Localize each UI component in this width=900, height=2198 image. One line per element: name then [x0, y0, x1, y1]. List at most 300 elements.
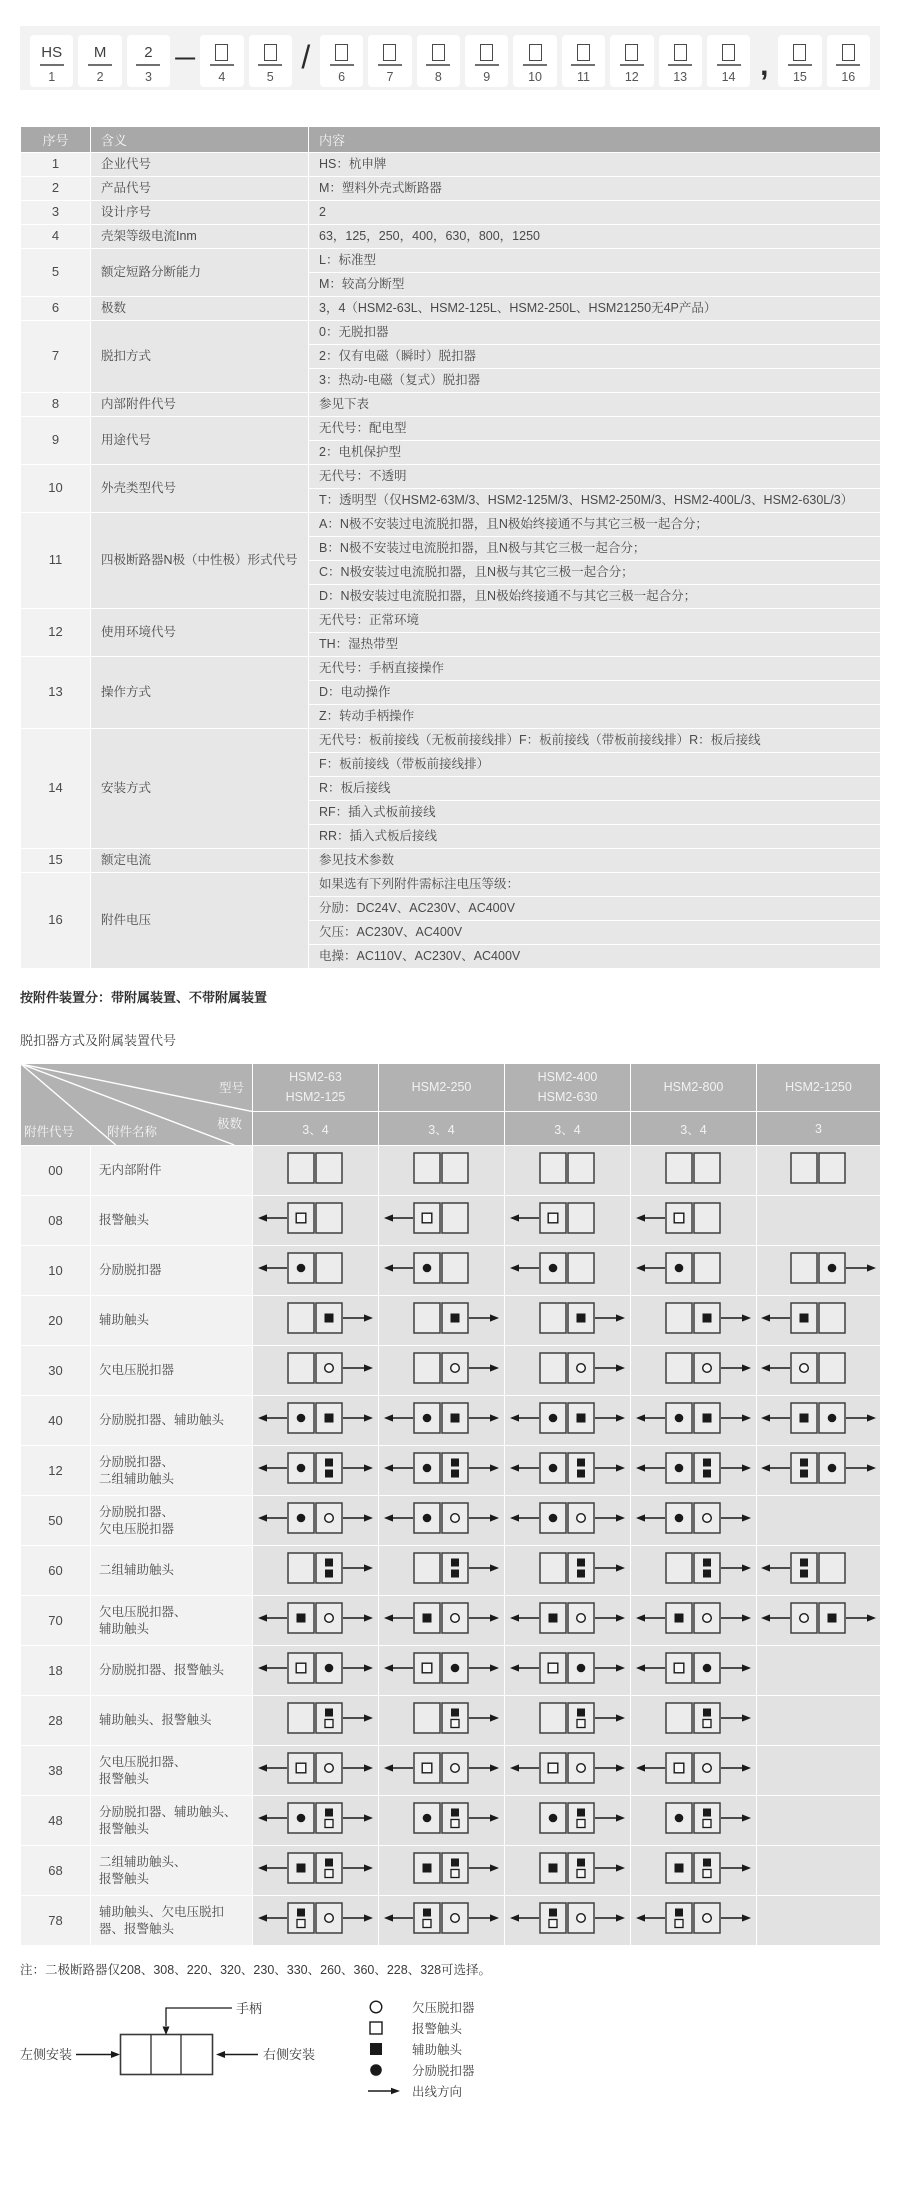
corner-label-model: 型号 — [218, 1081, 244, 1095]
empty-code-box-icon — [529, 44, 542, 61]
accessory-row — [21, 1546, 881, 1596]
accessory-diagram — [635, 1548, 753, 1588]
diagram-cell — [253, 1146, 379, 1196]
empty-code-box-icon — [335, 44, 348, 61]
meaning-cell: 额定电流 — [91, 849, 309, 873]
accessory-diagram — [635, 1598, 753, 1638]
diagram-cell — [505, 1646, 631, 1696]
accessory-code-cell: 38 — [21, 1746, 91, 1796]
legend-item — [368, 2038, 475, 2059]
code-segment-underline — [788, 64, 812, 66]
content-cell: D：N极安装过电流脱扣器，且N极始终接通不与其它三极一起合分； — [309, 585, 881, 609]
meaning-cell: 使用环境代号 — [91, 609, 309, 657]
accessory-code-cell: 20 — [21, 1296, 91, 1346]
code-segment-label — [722, 39, 735, 61]
diagram-cell — [757, 1496, 881, 1546]
poles-header-cell: 3、4 — [379, 1112, 505, 1146]
accessory-row — [21, 1646, 881, 1696]
legend-item-label: 出线方向 — [412, 2084, 463, 2099]
meaning-table-row — [21, 297, 881, 321]
accessory-name-line: 欠电压脱扣器 — [99, 1521, 175, 1536]
model-name-line: HSM2-1250 — [785, 1079, 852, 1094]
code-segment-number: 3 — [144, 70, 152, 84]
accessory-name-cell — [91, 1146, 253, 1196]
meaning-table-row — [21, 321, 881, 345]
accessory-diagram — [635, 1648, 753, 1688]
content-cell: 无代号：手柄直接操作 — [309, 657, 881, 681]
row-number-cell: 9 — [21, 417, 91, 465]
model-header-cell — [379, 1064, 505, 1112]
diagram-cell — [757, 1196, 881, 1246]
accessory-diagram — [635, 1398, 753, 1438]
accessory-name-line: 分励脱扣器、 — [99, 1505, 175, 1519]
diagram-cell — [379, 1646, 505, 1696]
content-cell: 3，4（HSM2-63L、HSM2-125L、HSM2-250L、HSM21250无4P产品） — [309, 297, 881, 321]
diagram-cell — [253, 1696, 379, 1746]
code-segment-label — [264, 39, 277, 61]
meaning-cell: 额定短路分断能力 — [91, 249, 309, 297]
accessory-diagram — [257, 1698, 375, 1738]
accessory-classification-heading: 按附件装置分：带附属装置、不带附属装置 — [20, 990, 268, 1005]
accessory-name-cell — [91, 1896, 253, 1946]
diagram-cell — [379, 1196, 505, 1246]
content-cell: L：标准型 — [309, 249, 881, 273]
accessory-code-cell: 12 — [21, 1446, 91, 1496]
accessory-name-line: 分励脱扣器、 — [99, 1455, 175, 1469]
code-segment-underline — [836, 64, 860, 66]
accessory-diagram — [760, 1548, 878, 1588]
code-segment-label: 2 — [144, 44, 153, 61]
diagram-cell — [379, 1246, 505, 1296]
code-segment-3 — [127, 35, 170, 87]
content-cell: 参见技术参数 — [309, 849, 881, 873]
accessory-code-cell: 68 — [21, 1846, 91, 1896]
code-segment-label: M — [93, 44, 107, 61]
accessory-diagram — [383, 1748, 501, 1788]
diagram-cell — [757, 1896, 881, 1946]
accessory-header-row-model — [21, 1064, 881, 1112]
code-segment-underline — [330, 64, 354, 66]
code-segment-label — [842, 39, 855, 61]
diagram-cell — [757, 1746, 881, 1796]
accessory-name-cell — [91, 1596, 253, 1646]
accessory-name-line: 辅助触头、报警触头 — [99, 1713, 212, 1728]
accessory-diagram — [635, 1448, 753, 1488]
empty-code-box-icon — [215, 44, 228, 61]
diagram-cell — [379, 1446, 505, 1496]
diagram-cell — [379, 1396, 505, 1446]
arrow-legend-icon — [368, 2083, 402, 2099]
row-number-cell: 14 — [21, 729, 91, 849]
meaning-table-row — [21, 729, 881, 753]
model-header-cell — [505, 1064, 631, 1112]
symbol-legend — [368, 1986, 475, 2101]
meaning-table-header-row — [21, 127, 881, 153]
code-segment-number: 14 — [721, 70, 736, 84]
code-segment-underline — [426, 64, 450, 66]
diagram-cell — [631, 1296, 757, 1346]
diagram-cell — [631, 1846, 757, 1896]
accessory-diagram — [257, 1498, 375, 1538]
model-name-line: HSM2-250 — [411, 1079, 472, 1094]
accessory-diagram — [257, 1298, 375, 1338]
diagram-cell — [757, 1146, 881, 1196]
accessory-name-cell — [91, 1296, 253, 1346]
diagram-cell — [505, 1846, 631, 1896]
diagram-cell — [631, 1696, 757, 1746]
accessory-name-line: 辅助触头、欠电压脱扣 — [99, 1905, 225, 1919]
accessory-name-cell — [91, 1646, 253, 1696]
accessory-diagram — [257, 1248, 375, 1288]
content-cell: RR：插入式板后接线 — [309, 825, 881, 849]
code-segment-10 — [513, 35, 556, 87]
code-segment-number: 13 — [673, 70, 688, 84]
accessory-name-line: 报警触头 — [99, 1771, 150, 1786]
code-segment-underline — [668, 64, 692, 66]
legend-item — [368, 2059, 475, 2080]
diagram-cell — [253, 1196, 379, 1246]
diagram-cell — [505, 1446, 631, 1496]
poles-header-cell: 3、4 — [505, 1112, 631, 1146]
code-segment-number: 11 — [576, 70, 590, 84]
accessory-diagram — [635, 1148, 753, 1188]
row-number-cell: 2 — [21, 177, 91, 201]
diagram-cell — [379, 1896, 505, 1946]
legend-item-label: 欠压脱扣器 — [412, 2000, 475, 2015]
accessory-diagram — [257, 1198, 375, 1238]
content-cell: 2：电机保护型 — [309, 441, 881, 465]
side-install-diagram — [20, 1986, 340, 2096]
model-header-cell — [253, 1064, 379, 1112]
content-cell: 分励：DC24V、AC230V、AC400V — [309, 897, 881, 921]
accessory-name-line: 器、报警触头 — [99, 1921, 175, 1936]
accessory-diagram — [383, 1148, 501, 1188]
model-header-cell — [757, 1064, 881, 1112]
content-cell: TH：湿热带型 — [309, 633, 881, 657]
empty-code-box-icon — [793, 44, 806, 61]
accessory-diagram — [383, 1198, 501, 1238]
diagram-cell — [505, 1546, 631, 1596]
accessory-diagram — [257, 1898, 375, 1938]
accessory-code-cell: 28 — [21, 1696, 91, 1746]
accessory-diagram — [257, 1598, 375, 1638]
poles-header-cell: 3、4 — [631, 1112, 757, 1146]
meaning-table-header: 序号 — [21, 127, 91, 153]
accessory-diagram — [383, 1798, 501, 1838]
content-cell: R：板后接线 — [309, 777, 881, 801]
code-segment-underline — [40, 64, 64, 66]
handle-leader-line — [166, 2008, 232, 2026]
model-name-line: HSM2-63 — [289, 1070, 342, 1085]
accessory-row — [21, 1296, 881, 1346]
accessory-name-line: 欠电压脱扣器、 — [99, 1605, 187, 1619]
code-segment-label — [674, 39, 687, 61]
accessory-diagram — [383, 1248, 501, 1288]
content-cell: A：N极不安装过电流脱扣器，且N极始终接通不与其它三极一起合分； — [309, 513, 881, 537]
empty-code-box-icon — [722, 44, 735, 61]
diagram-cell — [505, 1746, 631, 1796]
code-segment-underline — [475, 64, 499, 66]
accessory-name-line: 分励脱扣器、报警触头 — [99, 1663, 225, 1678]
accessory-diagram — [509, 1148, 627, 1188]
accessory-name-cell — [91, 1746, 253, 1796]
row-number-cell: 13 — [21, 657, 91, 729]
accessory-code-cell: 48 — [21, 1796, 91, 1846]
content-cell: Z：转动手柄操作 — [309, 705, 881, 729]
accessory-name-line: 报警触头 — [99, 1871, 150, 1886]
accessory-diagram — [509, 1748, 627, 1788]
diagram-cell — [505, 1696, 631, 1746]
code-segment-label — [793, 39, 806, 61]
accessory-name-line: 分励脱扣器 — [99, 1263, 162, 1278]
code-segment-1 — [30, 35, 73, 87]
content-cell: T：透明型（仅HSM2-63M/3、HSM2-125M/3、HSM2-250M/3、HSM2-400L/3、HSM2-630L/3） — [309, 489, 881, 513]
accessory-diagram — [760, 1398, 878, 1438]
code-segment-9 — [465, 35, 508, 87]
accessory-diagram — [257, 1748, 375, 1788]
diagram-cell — [379, 1746, 505, 1796]
diagram-cell — [253, 1846, 379, 1896]
code-segment-6 — [320, 35, 363, 87]
diagram-cell — [505, 1246, 631, 1296]
meaning-table-row — [21, 153, 881, 177]
diagram-cell — [505, 1596, 631, 1646]
code-segment-label — [625, 39, 638, 61]
meaning-table-row — [21, 609, 881, 633]
accessory-diagram — [635, 1248, 753, 1288]
code-segment-5 — [249, 35, 292, 87]
empty-code-box-icon — [577, 44, 590, 61]
code-segment-label — [215, 39, 228, 61]
meaning-cell: 产品代号 — [91, 177, 309, 201]
code-separator-dash: — — [175, 47, 196, 69]
accessory-name-line: 报警触头 — [99, 1821, 150, 1836]
code-segment-8 — [417, 35, 460, 87]
code-segment-underline — [571, 64, 595, 66]
empty-code-box-icon — [625, 44, 638, 61]
content-cell: HS：杭申牌 — [309, 153, 881, 177]
content-cell: 欠压：AC230V、AC400V — [309, 921, 881, 945]
meaning-cell: 企业代号 — [91, 153, 309, 177]
fsq-legend-icon — [368, 2041, 402, 2057]
diagram-cell — [253, 1346, 379, 1396]
diagram-cell — [379, 1496, 505, 1546]
code-segment-underline — [620, 64, 644, 66]
diagram-cell — [253, 1546, 379, 1596]
accessory-name-cell — [91, 1396, 253, 1446]
code-segment-number: 2 — [96, 70, 104, 84]
accessory-name-cell — [91, 1346, 253, 1396]
diagram-cell — [379, 1546, 505, 1596]
accessory-row — [21, 1596, 881, 1646]
diagram-cell — [379, 1596, 505, 1646]
accessory-diagram — [760, 1148, 878, 1188]
diagram-cell — [631, 1196, 757, 1246]
empty-code-box-icon — [480, 44, 493, 61]
accessory-diagram — [509, 1198, 627, 1238]
code-segment-number: 9 — [483, 70, 491, 84]
left-install-label: 左侧安装 — [20, 2047, 73, 2062]
diagram-cell — [631, 1446, 757, 1496]
empty-code-box-icon — [383, 44, 396, 61]
accessory-diagram — [509, 1498, 627, 1538]
accessory-diagram — [509, 1448, 627, 1488]
diagram-cell — [631, 1896, 757, 1946]
accessory-diagram — [635, 1498, 753, 1538]
meaning-cell: 安装方式 — [91, 729, 309, 849]
code-segment-label — [383, 39, 396, 61]
code-segment-label — [480, 39, 493, 61]
diagram-cell — [631, 1246, 757, 1296]
diagonal-corner-cell — [21, 1064, 253, 1146]
accessory-name-cell — [91, 1496, 253, 1546]
diagram-cell — [253, 1496, 379, 1546]
meaning-cell: 脱扣方式 — [91, 321, 309, 393]
diagram-cell — [757, 1446, 881, 1496]
diagram-cell — [505, 1896, 631, 1946]
meaning-table-header: 内容 — [309, 127, 881, 153]
osq-legend-icon — [368, 2020, 402, 2036]
code-segment-number: 1 — [48, 70, 56, 84]
accessory-diagram — [257, 1648, 375, 1688]
empty-code-box-icon — [264, 44, 277, 61]
diagram-cell — [505, 1296, 631, 1346]
diagram-cell — [253, 1296, 379, 1346]
accessory-diagram — [509, 1648, 627, 1688]
legend-item-label: 分励脱扣器 — [412, 2063, 475, 2078]
model-name-line: HSM2-125 — [285, 1089, 346, 1104]
accessory-table-title: 脱扣器方式及附属装置代号 — [20, 1033, 177, 1048]
empty-code-box-icon — [432, 44, 445, 61]
content-cell: 3：热动-电磁（复式）脱扣器 — [309, 369, 881, 393]
model-name-line: HSM2-400 — [537, 1070, 598, 1085]
code-segment-7 — [368, 35, 411, 87]
accessory-row — [21, 1496, 881, 1546]
code-segment-number: 4 — [218, 70, 226, 84]
diagram-cell — [757, 1646, 881, 1696]
code-segment-16 — [827, 35, 870, 87]
accessory-diagram — [383, 1298, 501, 1338]
content-cell: 2 — [309, 201, 881, 225]
accessory-code-cell: 00 — [21, 1146, 91, 1196]
accessory-diagram — [509, 1598, 627, 1638]
code-segment-4 — [200, 35, 243, 87]
content-cell: 0：无脱扣器 — [309, 321, 881, 345]
accessory-diagram — [635, 1198, 753, 1238]
diagram-cell — [505, 1146, 631, 1196]
row-number-cell: 3 — [21, 201, 91, 225]
diagram-cell — [631, 1596, 757, 1646]
accessory-diagram — [509, 1248, 627, 1288]
diagram-cell — [631, 1546, 757, 1596]
code-meaning-table — [20, 126, 881, 969]
code-segment-number: 8 — [434, 70, 442, 84]
diagram-cell — [379, 1146, 505, 1196]
code-separator-slash: / — [301, 39, 311, 75]
meaning-cell: 壳架等级电流Inm — [91, 225, 309, 249]
row-number-cell: 12 — [21, 609, 91, 657]
meaning-table-header: 含义 — [91, 127, 309, 153]
meaning-table-row — [21, 513, 881, 537]
accessory-row — [21, 1246, 881, 1296]
meaning-cell: 设计序号 — [91, 201, 309, 225]
diagram-cell — [757, 1246, 881, 1296]
accessory-code-cell: 18 — [21, 1646, 91, 1696]
accessory-diagram — [509, 1348, 627, 1388]
code-segment-label — [577, 39, 590, 61]
code-segment-underline — [210, 64, 234, 66]
right-install-arrowhead — [216, 2051, 225, 2058]
code-segment-underline — [523, 64, 547, 66]
code-segment-label — [335, 39, 348, 61]
accessory-name-line: 二组辅助触头、 — [99, 1855, 187, 1869]
diagram-cell — [253, 1646, 379, 1696]
row-number-cell: 1 — [21, 153, 91, 177]
diagram-cell — [757, 1346, 881, 1396]
accessory-name-line: 二组辅助触头 — [99, 1563, 175, 1578]
accessory-diagram — [383, 1448, 501, 1488]
legend-item — [368, 2017, 475, 2038]
accessory-name-cell — [91, 1696, 253, 1746]
accessory-name-line: 欠电压脱扣器、 — [99, 1755, 187, 1769]
left-install-arrowhead — [111, 2051, 120, 2058]
content-cell: 63，125，250，400，630，800，1250 — [309, 225, 881, 249]
code-segment-label: HS — [41, 44, 63, 61]
accessory-diagram — [383, 1398, 501, 1438]
diagram-cell — [379, 1346, 505, 1396]
meaning-table-row — [21, 225, 881, 249]
accessory-diagram — [635, 1298, 753, 1338]
meaning-cell: 四极断路器N极（中性极）形式代号 — [91, 513, 309, 609]
accessory-name-cell — [91, 1846, 253, 1896]
meaning-table-row — [21, 465, 881, 489]
right-install-label: 右侧安装 — [263, 2047, 316, 2062]
accessory-name-cell — [91, 1546, 253, 1596]
accessory-name-cell — [91, 1246, 253, 1296]
meaning-cell: 外壳类型代号 — [91, 465, 309, 513]
diagram-cell — [505, 1796, 631, 1846]
meaning-table-row — [21, 249, 881, 273]
accessory-diagram — [383, 1698, 501, 1738]
corner-label-code: 附件代号 — [24, 1125, 75, 1139]
content-cell: 无代号：配电型 — [309, 417, 881, 441]
code-segment-13 — [659, 35, 702, 87]
diagram-cell — [253, 1446, 379, 1496]
accessory-diagram — [383, 1548, 501, 1588]
model-header-cell — [631, 1064, 757, 1112]
diagram-cell — [757, 1396, 881, 1446]
handle-label: 手柄 — [236, 2001, 263, 2016]
poles-header-cell: 3、4 — [253, 1112, 379, 1146]
diagram-cell — [505, 1496, 631, 1546]
meaning-cell: 内部附件代号 — [91, 393, 309, 417]
accessory-diagram — [635, 1798, 753, 1838]
diagram-cell — [505, 1396, 631, 1446]
accessory-diagram — [509, 1548, 627, 1588]
accessory-diagram — [509, 1848, 627, 1888]
content-cell: 电操：AC110V、AC230V、AC400V — [309, 945, 881, 969]
content-cell: D：电动操作 — [309, 681, 881, 705]
legend-item-label: 报警触头 — [412, 2021, 463, 2036]
breaker-body-outline — [121, 2035, 213, 2075]
accessory-diagram — [257, 1348, 375, 1388]
content-cell: M：塑料外壳式断路器 — [309, 177, 881, 201]
accessory-diagram — [635, 1848, 753, 1888]
diagram-cell — [253, 1896, 379, 1946]
diagram-cell — [631, 1646, 757, 1696]
meaning-cell: 操作方式 — [91, 657, 309, 729]
row-number-cell: 6 — [21, 297, 91, 321]
